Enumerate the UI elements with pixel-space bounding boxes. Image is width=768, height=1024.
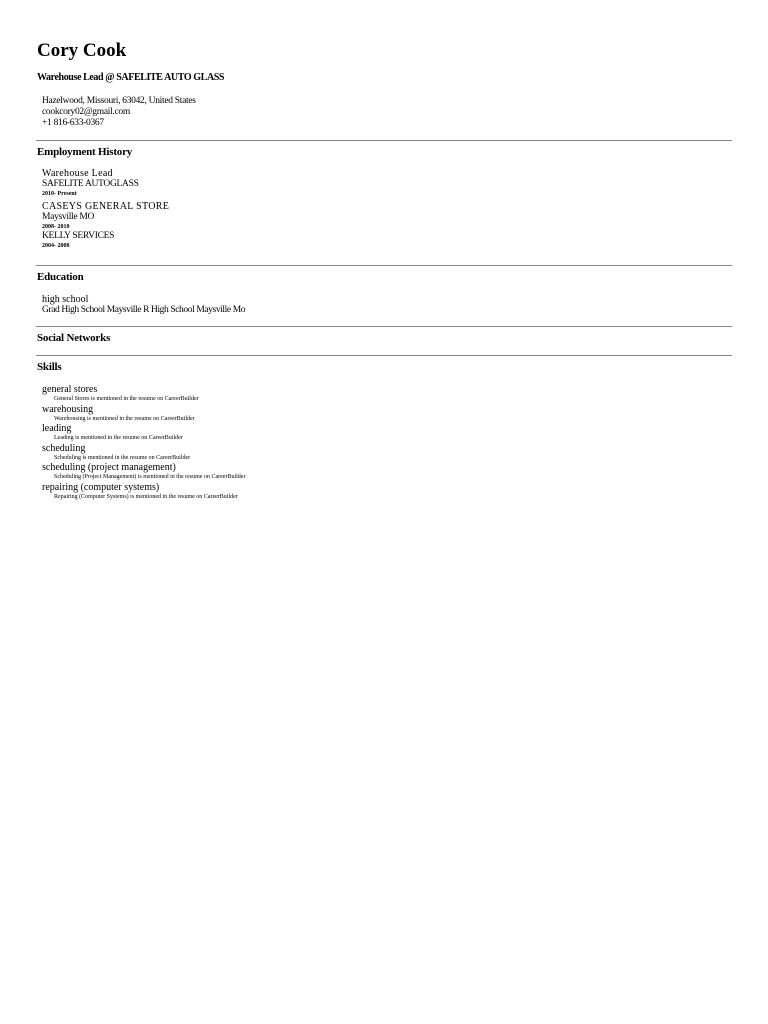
job-title: CASEYS GENERAL STORE <box>42 201 170 212</box>
section-divider <box>36 140 732 141</box>
section-divider <box>36 265 732 266</box>
skill-note: Repairing (Computer Systems) is mentioned in the resume on CareerBuilder <box>54 493 238 500</box>
education-school: Grad High School Maysville R High School Maysville Mo <box>42 305 246 315</box>
job-title: Warehouse Lead <box>42 168 113 179</box>
job-title: KELLY SERVICES <box>42 231 115 241</box>
contact-location: Hazelwood, Missouri, 63042, United States <box>42 96 196 106</box>
skill-note: Leading is mentioned in the resume on CareerBuilder <box>54 435 183 441</box>
job-company: SAFELITE AUTOGLASS <box>42 179 139 189</box>
job-dates: 2010- Present <box>42 191 77 197</box>
skill-name: general stores <box>42 384 98 395</box>
section-divider <box>36 326 732 327</box>
skill-item <box>42 404 245 424</box>
skills-section-title: Skills <box>37 361 62 373</box>
skill-item <box>42 462 245 482</box>
skill-name: leading <box>42 423 72 434</box>
employment-section-title: Employment History <box>37 146 133 158</box>
job-entry <box>42 168 169 198</box>
skill-name: repairing (computer systems) <box>42 481 160 493</box>
skills-list <box>42 384 245 501</box>
skill-name: scheduling <box>42 442 86 454</box>
job-dates: 2004- 2008 <box>42 243 70 249</box>
candidate-headline: Warehouse Lead @ SAFELITE AUTO GLASS <box>37 72 225 83</box>
candidate-name: Cory Cook <box>37 40 127 61</box>
skill-item <box>42 423 245 443</box>
education-degree: high school <box>42 294 89 305</box>
skill-note: Warehousing is mentioned in the resume on CareerBuilder <box>54 415 195 422</box>
education-entry <box>42 295 245 316</box>
job-dates: 2008- 2010 <box>42 224 70 230</box>
skill-note: General Stores is mentioned in the resume on CareerBuilder <box>54 396 199 402</box>
job-entry <box>42 201 169 231</box>
job-company: Maysville MO <box>42 212 95 222</box>
job-entry <box>42 231 169 250</box>
education-section-title: Education <box>37 271 84 283</box>
section-divider <box>36 355 732 356</box>
social-section-title: Social Networks <box>37 332 111 344</box>
skill-name: scheduling (project management) <box>42 462 176 473</box>
skill-note: Scheduling is mentioned in the resume on CareerBuilder <box>54 454 191 461</box>
skill-note: Scheduling (Project Management) is mentioned in the resume on CareerBuilder <box>54 474 246 480</box>
employment-list <box>42 168 169 250</box>
contact-email[interactable]: cookcory02@gmail.com <box>42 107 130 117</box>
contact-info <box>42 96 196 129</box>
skill-item <box>42 384 245 404</box>
skill-item <box>42 482 245 502</box>
skill-name: warehousing <box>42 403 94 415</box>
contact-phone[interactable]: +1 816-633-0367 <box>42 118 104 128</box>
skill-item <box>42 443 245 463</box>
